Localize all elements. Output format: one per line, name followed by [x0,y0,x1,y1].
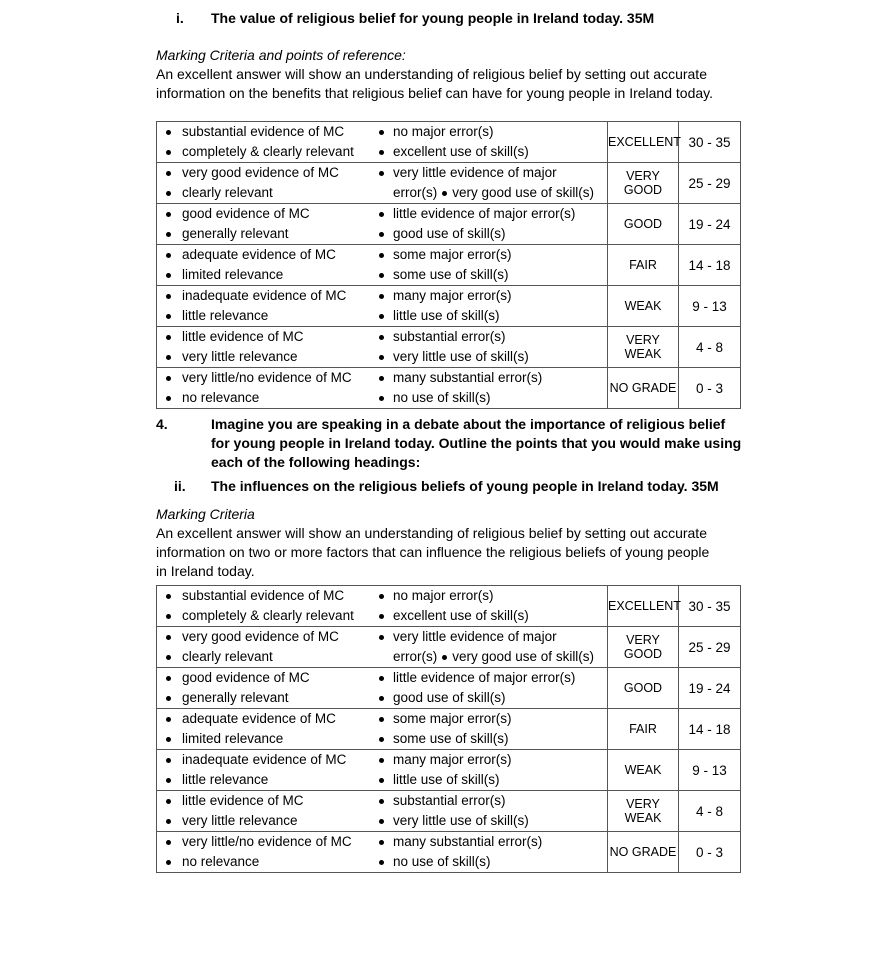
error-item: very little evidence of major [375,627,607,647]
grade-label: WEAK [608,750,679,791]
marks-range: 4 - 8 [679,327,741,368]
error-item: some major error(s) [375,709,607,729]
error-item: good use of skill(s) [375,688,607,708]
question-number: 4. [156,416,168,432]
mc-item: adequate evidence of MC [157,245,375,265]
grade-label: FAIR [608,709,679,750]
criteria-line: information on the benefits that religious belief can have for young people in Ireland today. [156,85,713,101]
section-title: The value of religious belief for young people in Ireland today. 35M [211,10,655,26]
error-item: little evidence of major error(s) [375,204,607,224]
table-row [157,163,741,204]
error-item: very little use of skill(s) [375,347,607,367]
table-row [157,627,741,668]
grade-label: VERY WEAK [608,327,679,368]
grade-label: GOOD [608,204,679,245]
mc-item: adequate evidence of MC [157,709,375,729]
table-row [157,245,741,286]
prompt-line: each of the following headings: [211,454,421,470]
error-item: no major error(s) [375,586,607,606]
grade-label: NO GRADE [608,832,679,873]
grade-label: VERY GOOD [608,627,679,668]
bullet-icon [442,191,447,196]
mc-item: limited relevance [157,265,375,285]
mc-item: little relevance [157,770,375,790]
mc-item: completely & clearly relevant [157,606,375,626]
grade-label: VERY GOOD [608,163,679,204]
bullet-icon [442,655,447,660]
grade-label: FAIR [608,245,679,286]
mc-item: substantial evidence of MC [157,122,375,142]
error-item: no use of skill(s) [375,388,607,408]
error-item: good use of skill(s) [375,224,607,244]
table-row [157,286,741,327]
error-item: little use of skill(s) [375,306,607,326]
mc-item: generally relevant [157,224,375,244]
mc-item: clearly relevant [157,183,375,203]
prompt-line: Imagine you are speaking in a debate about the importance of religious belief [211,416,726,432]
error-item: many substantial error(s) [375,368,607,388]
error-item: some use of skill(s) [375,729,607,749]
mc-item: inadequate evidence of MC [157,286,375,306]
section-number: i. [176,10,184,26]
error-item: many substantial error(s) [375,832,607,852]
marks-range: 4 - 8 [679,791,741,832]
marks-range: 0 - 3 [679,368,741,409]
grade-label: NO GRADE [608,368,679,409]
table-row [157,709,741,750]
mc-item: no relevance [157,852,375,872]
error-item: some major error(s) [375,245,607,265]
mc-item: very little relevance [157,347,375,367]
mc-item: good evidence of MC [157,668,375,688]
prompt-line: for young people in Ireland today. Outline the points that you would make using [211,435,742,451]
table-row [157,327,741,368]
criteria-line: An excellent answer will show an understanding of religious belief by setting out accurate [156,66,707,82]
table-row [157,368,741,409]
rubric-table-2 [156,585,741,873]
section-title: The influences on the religious beliefs of young people in Ireland today. 35M [211,478,719,494]
mc-item: inadequate evidence of MC [157,750,375,770]
table-row [157,832,741,873]
error-item: very little use of skill(s) [375,811,607,831]
criteria-line: in Ireland today. [156,563,255,579]
table-row [157,204,741,245]
error-item: substantial error(s) [375,327,607,347]
mc-item: substantial evidence of MC [157,586,375,606]
marks-range: 19 - 24 [679,668,741,709]
criteria-line: information on two or more factors that can influence the religious beliefs of young people [156,544,710,560]
error-item: very little evidence of major [375,163,607,183]
marks-range: 0 - 3 [679,832,741,873]
error-item: no use of skill(s) [375,852,607,872]
rubric-table-1 [156,121,741,409]
error-item: little evidence of major error(s) [375,668,607,688]
marks-range: 14 - 18 [679,709,741,750]
criteria-heading: Marking Criteria [156,506,255,522]
error-item: excellent use of skill(s) [375,606,607,626]
mc-item: completely & clearly relevant [157,142,375,162]
marks-range: 9 - 13 [679,750,741,791]
mc-item: little evidence of MC [157,791,375,811]
marks-range: 25 - 29 [679,163,741,204]
marks-range: 19 - 24 [679,204,741,245]
error-item: many major error(s) [375,286,607,306]
mc-item: very little/no evidence of MC [157,368,375,388]
grade-label: WEAK [608,286,679,327]
table-row [157,122,741,163]
table-row [157,750,741,791]
criteria-line: An excellent answer will show an understanding of religious belief by setting out accurate [156,525,707,541]
mc-item: very good evidence of MC [157,627,375,647]
mc-item: good evidence of MC [157,204,375,224]
grade-label: EXCELLENT [608,122,679,163]
marks-range: 30 - 35 [679,586,741,627]
grade-label: EXCELLENT [608,586,679,627]
mc-item: very good evidence of MC [157,163,375,183]
mc-item: clearly relevant [157,647,375,667]
marks-range: 9 - 13 [679,286,741,327]
marks-range: 14 - 18 [679,245,741,286]
error-item: substantial error(s) [375,791,607,811]
error-item: little use of skill(s) [375,770,607,790]
mc-item: little relevance [157,306,375,326]
marks-range: 30 - 35 [679,122,741,163]
error-item: many major error(s) [375,750,607,770]
grade-label: GOOD [608,668,679,709]
mc-item: little evidence of MC [157,327,375,347]
mc-item: very little relevance [157,811,375,831]
mc-item: limited relevance [157,729,375,749]
error-item: some use of skill(s) [375,265,607,285]
grade-label: VERY WEAK [608,791,679,832]
error-item-continued: error(s) very good use of skill(s) [393,649,595,664]
criteria-heading: Marking Criteria and points of reference: [156,47,406,63]
criteria-text [156,524,709,581]
mc-item: generally relevant [157,688,375,708]
section-number: ii. [174,478,186,494]
marks-range: 25 - 29 [679,627,741,668]
error-item-continued: error(s) very good use of skill(s) [393,185,595,200]
mc-item: no relevance [157,388,375,408]
error-item: excellent use of skill(s) [375,142,607,162]
table-row [157,668,741,709]
criteria-text [156,65,713,103]
error-item: no major error(s) [375,122,607,142]
question-prompt [211,415,751,472]
table-row [157,586,741,627]
mc-item: very little/no evidence of MC [157,832,375,852]
table-row [157,791,741,832]
